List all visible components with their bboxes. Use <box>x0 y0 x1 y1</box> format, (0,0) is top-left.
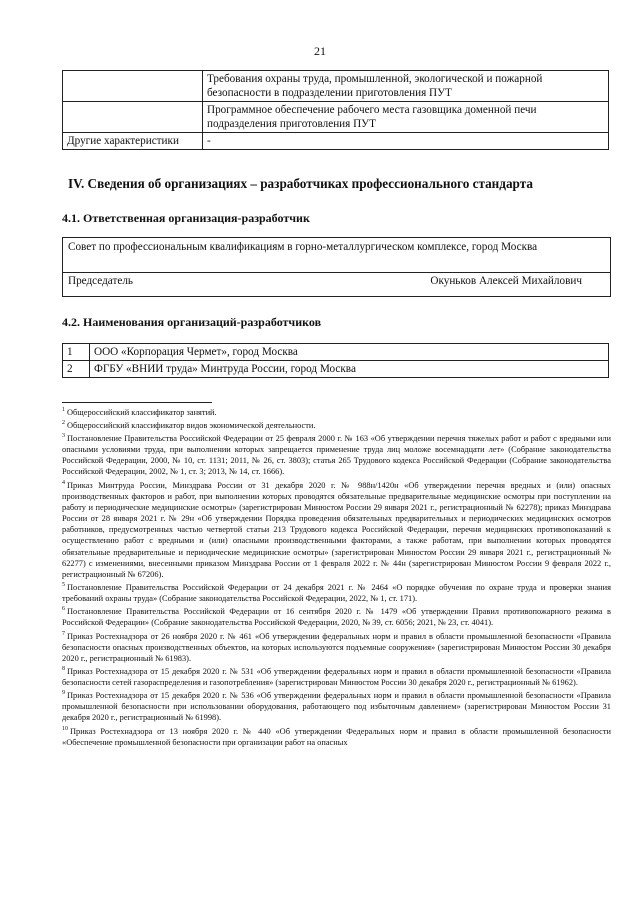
footnote-marker: 7 <box>62 630 65 637</box>
footnote-marker: 5 <box>62 582 65 589</box>
table-cell-value: Программное обеспечение рабочего места газовщика доменной печи подразделения приготовления ПУТ <box>203 102 609 133</box>
footnote-marker: 6 <box>62 606 65 613</box>
footnote <box>62 688 611 723</box>
footnote-text: Приказ Минтруда России, Минздрава России от 31 декабря 2020 г. № 988н/1420н «Об утверждении перечня вредных и (или) опасных производственных факторов и работ, при выполнении которых проводятся обязательные предварительные медицинские осмотры при поступлении на работу и периодические медицинские осмотры» (зарегистрирован Минюстом России 29 января 2021 г., регистрационный № 62278); приказ Минздрава России от 28 января 2021 г. № 29н «Об утверждении Порядка проведения обязательных предварительных и периодических медицинских осмотров работников, предусмотренных частью четвертой статьи 213 Трудового кодекса Российской Федерации, перечня медицинских противопоказаний к осуществлению работ с вредными и (или) опасными производственными факторами, а также работам, при выполнении которых проводятся обязательные предварительные и периодические медицинские осмотры» (зарегистрирован Минюстом России 29 января 2021 г., регистрационный № 62277) с изменениями, внесенными приказом Минздрава России от 1 февраля 2022 г. № 44н (зарегистрирован Минюстом России 9 февраля 2022 г., регистрационный № 67206). <box>62 480 611 580</box>
footnote <box>62 664 611 688</box>
responsible-organization-box <box>62 237 611 297</box>
subsection-heading: 4.1. Ответственная организация-разработчик <box>62 211 310 225</box>
developers-table <box>62 343 609 378</box>
subsection-heading: 4.2. Наименования организаций-разработчиков <box>62 315 322 329</box>
table-row <box>63 361 609 378</box>
footnote <box>62 629 611 664</box>
footnote-marker: 9 <box>62 690 65 697</box>
footnote <box>62 478 611 581</box>
footnote-separator <box>62 402 212 403</box>
footnote-text: Приказ Ростехнадзора от 26 ноября 2020 г. № 461 «Об утверждении федеральных норм и правил в области промышленной безопасности «Правила безопасности опасных производственных объектов, на которых используются подъемные сооружения» (зарегистрирован Минюстом России 30 декабря 2020 г., регистрационный № 61983). <box>62 631 611 663</box>
footnote-text: Постановление Правительства Российской Федерации от 16 сентября 2020 г. № 1479 «Об утверждении Правил противопожарного режима в Российской Федерации» (Собрание законодательства Российской Федерации, 2020, № 39, ст. 6056; 2021, № 23, ст. 4041). <box>62 607 611 628</box>
footnote-marker: 2 <box>62 420 65 426</box>
table-row <box>63 102 609 133</box>
table-row <box>63 344 609 361</box>
footnote-text: Постановление Правительства Российской Федерации от 24 декабря 2021 г. № 2464 «О порядке обучения по охране труда и проверки знания требований охраны труда» (Собрание законодательства Российской Федерации, 2022, № 1, ст. 171). <box>62 583 611 604</box>
organization-name: Совет по профессиональным квалификациям в горно-металлургическом комплексе, город Москва <box>63 238 610 273</box>
signatory-position: Председатель <box>68 275 134 287</box>
footnote <box>62 431 611 478</box>
table-cell-label <box>63 71 203 102</box>
footnotes <box>62 405 611 748</box>
section-title: IV. Сведения об организациях – разработчиках профессионального стандарта <box>68 176 533 191</box>
footnote-text: Приказ Ростехнадзора от 15 декабря 2020 г. № 531 «Об утверждении федеральных норм и правил в области промышленной безопасности «Правила безопасности сетей газораспределения и газопотребления» (зарегистрирован Минюстом России 30 декабря 2020 г., регистрационный № 61962). <box>62 666 611 688</box>
developer-name: ФГБУ «ВНИИ труда» Минтруда России, город Москва <box>90 361 609 378</box>
table-row <box>63 71 609 102</box>
table-cell-value: Требования охраны труда, промышленной, экологической и пожарной безопасности в подразделении приготовления ПУТ <box>203 71 609 102</box>
footnote-text: Приказ Ростехнадзора от 15 декабря 2020 г. № 536 «Об утверждении федеральных норм и правил в области промышленной безопасности «Правила промышленной безопасности при использовании оборудования, работающего под избыточным давлением» (зарегистрирован Минюстом России 31 декабря 2020 г., регистрационный № 61998). <box>62 691 611 723</box>
footnote <box>62 604 611 628</box>
page-number: 21 <box>314 44 326 58</box>
developer-name: ООО «Корпорация Чермет», город Москва <box>90 344 609 361</box>
footnote-marker: 4 <box>62 479 65 486</box>
footnote-marker: 10 <box>62 725 68 732</box>
table-row <box>63 133 609 150</box>
footnote-text: Приказ Ростехнадзора от 13 ноября 2020 г. № 440 «Об утверждении Федеральных норм и правил в области промышленной безопасности «Обеспечение промышленной безопасности при организации работ на опасных <box>62 726 611 747</box>
footnote-text: Общероссийский классификатор видов экономической деятельности. <box>67 420 316 430</box>
footnote-marker: 1 <box>62 407 65 413</box>
table-cell-value: - <box>203 133 609 150</box>
table-cell-label: Другие характеристики <box>63 133 203 150</box>
signatory-name: Окуньков Алексей Михайлович <box>430 275 582 287</box>
footnote <box>62 418 611 431</box>
footnote-marker: 8 <box>62 666 65 673</box>
table-cell-label <box>63 102 203 133</box>
footnote <box>62 724 611 748</box>
row-number: 1 <box>63 344 90 361</box>
row-number: 2 <box>63 361 90 378</box>
footnote <box>62 580 611 604</box>
footnote-text: Постановление Правительства Российской Федерации от 25 февраля 2000 г. № 163 «Об утверждении перечня тяжелых работ и работ с вредными или опасными условиями труда, при выполнении которых запрещается применение труда лиц моложе восемнадцати лет» (Собрание законодательства Российской Федерации, 2000, № 10, ст. 1131; 2011, № 26, ст. 3803); статья 265 Трудового кодекса Российской Федерации (Собрание законодательства Российской Федерации, 2002, № 1, ст. 3; 2013, № 14, ст. 1666). <box>62 433 611 477</box>
signatory-row <box>63 271 610 292</box>
characteristics-table <box>62 70 609 150</box>
footnote-text: Общероссийский классификатор занятий. <box>67 407 217 417</box>
footnote-marker: 3 <box>62 433 65 439</box>
footnote <box>62 405 611 418</box>
